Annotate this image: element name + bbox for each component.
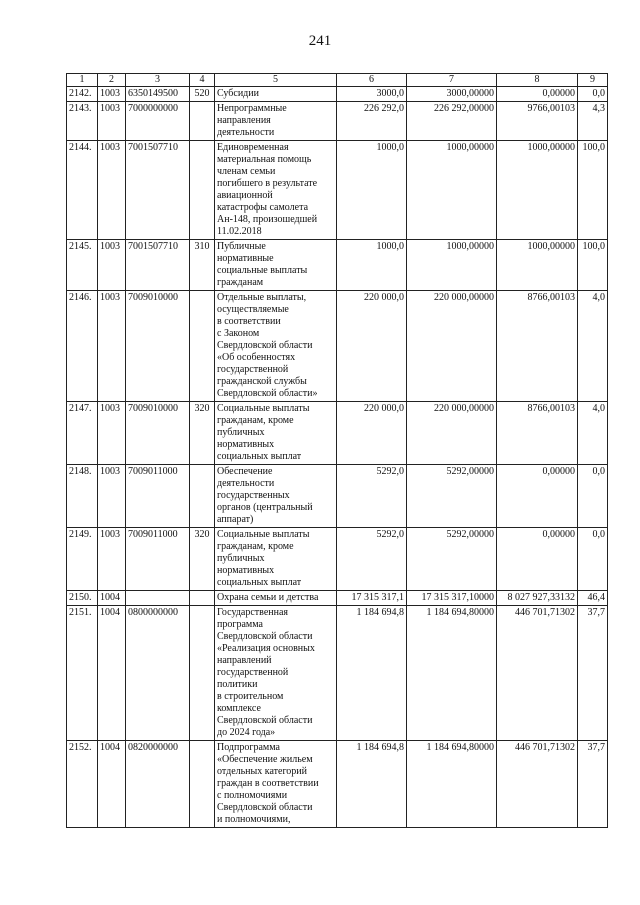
cell-item-name: Подпрограмма «Обеспечение жильем отдельных категорий граждан в соответствии с полномочиями Свердловской области и полномочиями,: [215, 741, 337, 828]
cell-expense-type-code: 310: [190, 240, 215, 291]
cell-row-number: 2149.: [67, 528, 98, 591]
cell-approved-amount: 5292,0: [337, 528, 407, 591]
cell-section-code: 1003: [98, 141, 126, 240]
cell-item-name: Социальные выплаты гражданам, кроме публичных нормативных социальных выплат: [215, 402, 337, 465]
cell-section-code: 1003: [98, 291, 126, 402]
cell-budget-amount: 5292,00000: [407, 528, 497, 591]
cell-executed-amount: 0,00000: [497, 528, 578, 591]
cell-item-name: Единовременная материальная помощь членам семьи погибшего в результате авиационной катастрофы самолета Ан-148, произошедшей 11.02.2018: [215, 141, 337, 240]
cell-expense-type-code: [190, 102, 215, 141]
cell-row-number: 2144.: [67, 141, 98, 240]
table-header-row: [67, 74, 608, 87]
cell-budget-amount: 3000,00000: [407, 87, 497, 102]
cell-budget-amount: 220 000,00000: [407, 291, 497, 402]
cell-target-article-code: 0820000000: [126, 741, 190, 828]
cell-row-number: 2146.: [67, 291, 98, 402]
table-row: [67, 528, 608, 591]
cell-section-code: 1003: [98, 402, 126, 465]
header-col-7: 7: [407, 74, 497, 87]
cell-budget-amount: 5292,00000: [407, 465, 497, 528]
cell-section-code: 1003: [98, 87, 126, 102]
budget-table: [66, 73, 608, 828]
cell-approved-amount: 1000,0: [337, 141, 407, 240]
cell-expense-type-code: [190, 291, 215, 402]
cell-target-article-code: 7009011000: [126, 465, 190, 528]
table-row: [67, 606, 608, 741]
cell-section-code: 1003: [98, 102, 126, 141]
cell-approved-amount: 17 315 317,1: [337, 591, 407, 606]
table-row: [67, 240, 608, 291]
cell-target-article-code: 0800000000: [126, 606, 190, 741]
table-row: [67, 141, 608, 240]
header-col-3: 3: [126, 74, 190, 87]
cell-execution-percent: 46,4: [578, 591, 608, 606]
cell-execution-percent: 0,0: [578, 465, 608, 528]
table-row: [67, 402, 608, 465]
cell-executed-amount: 1000,00000: [497, 240, 578, 291]
table-row: [67, 741, 608, 828]
cell-approved-amount: 220 000,0: [337, 402, 407, 465]
cell-executed-amount: 446 701,71302: [497, 741, 578, 828]
cell-execution-percent: 4,3: [578, 102, 608, 141]
cell-target-article-code: 7009011000: [126, 528, 190, 591]
cell-item-name: Социальные выплаты гражданам, кроме публичных нормативных социальных выплат: [215, 528, 337, 591]
cell-section-code: 1003: [98, 240, 126, 291]
cell-target-article-code: [126, 591, 190, 606]
cell-target-article-code: 7001507710: [126, 141, 190, 240]
cell-expense-type-code: [190, 741, 215, 828]
cell-target-article-code: 7000000000: [126, 102, 190, 141]
cell-executed-amount: 8766,00103: [497, 291, 578, 402]
cell-executed-amount: 0,00000: [497, 465, 578, 528]
cell-executed-amount: 0,00000: [497, 87, 578, 102]
cell-item-name: Отдельные выплаты, осуществляемые в соответствии с Законом Свердловской области «Об особенностях государственной гражданской службы Свердловской области»: [215, 291, 337, 402]
cell-executed-amount: 446 701,71302: [497, 606, 578, 741]
cell-execution-percent: 0,0: [578, 528, 608, 591]
header-col-8: 8: [497, 74, 578, 87]
cell-target-article-code: 7009010000: [126, 402, 190, 465]
cell-execution-percent: 37,7: [578, 606, 608, 741]
cell-execution-percent: 100,0: [578, 141, 608, 240]
cell-target-article-code: 6350149500: [126, 87, 190, 102]
page-number: 241: [308, 33, 332, 49]
cell-executed-amount: 9766,00103: [497, 102, 578, 141]
cell-budget-amount: 17 315 317,10000: [407, 591, 497, 606]
cell-budget-amount: 1 184 694,80000: [407, 741, 497, 828]
cell-budget-amount: 220 000,00000: [407, 402, 497, 465]
cell-execution-percent: 0,0: [578, 87, 608, 102]
cell-item-name: Непрограммные направления деятельности: [215, 102, 337, 141]
cell-row-number: 2147.: [67, 402, 98, 465]
cell-row-number: 2142.: [67, 87, 98, 102]
header-col-9: 9: [578, 74, 608, 87]
cell-execution-percent: 4,0: [578, 291, 608, 402]
header-col-5: 5: [215, 74, 337, 87]
cell-section-code: 1003: [98, 465, 126, 528]
table-row: [67, 102, 608, 141]
cell-execution-percent: 4,0: [578, 402, 608, 465]
cell-expense-type-code: 320: [190, 528, 215, 591]
cell-budget-amount: 1 184 694,80000: [407, 606, 497, 741]
cell-approved-amount: 220 000,0: [337, 291, 407, 402]
table-row: [67, 87, 608, 102]
cell-budget-amount: 1000,00000: [407, 240, 497, 291]
cell-approved-amount: 3000,0: [337, 87, 407, 102]
cell-section-code: 1004: [98, 741, 126, 828]
cell-executed-amount: 8766,00103: [497, 402, 578, 465]
cell-expense-type-code: [190, 606, 215, 741]
table-row: [67, 465, 608, 528]
cell-target-article-code: 7001507710: [126, 240, 190, 291]
cell-item-name: Охрана семьи и детства: [215, 591, 337, 606]
cell-expense-type-code: [190, 591, 215, 606]
cell-item-name: Обеспечение деятельности государственных органов (центральный аппарат): [215, 465, 337, 528]
table-body: [67, 87, 608, 828]
cell-execution-percent: 37,7: [578, 741, 608, 828]
cell-row-number: 2152.: [67, 741, 98, 828]
header-col-2: 2: [98, 74, 126, 87]
cell-item-name: Государственная программа Свердловской области «Реализация основных направлений государственной политики в строительном комплексе Свердловской области до 2024 года»: [215, 606, 337, 741]
table-row: [67, 591, 608, 606]
cell-section-code: 1004: [98, 591, 126, 606]
cell-expense-type-code: [190, 141, 215, 240]
cell-approved-amount: 1 184 694,8: [337, 606, 407, 741]
cell-budget-amount: 1000,00000: [407, 141, 497, 240]
header-col-1: 1: [67, 74, 98, 87]
cell-approved-amount: 226 292,0: [337, 102, 407, 141]
cell-budget-amount: 226 292,00000: [407, 102, 497, 141]
cell-approved-amount: 1 184 694,8: [337, 741, 407, 828]
cell-target-article-code: 7009010000: [126, 291, 190, 402]
cell-approved-amount: 1000,0: [337, 240, 407, 291]
cell-item-name: Публичные нормативные социальные выплаты гражданам: [215, 240, 337, 291]
cell-row-number: 2143.: [67, 102, 98, 141]
table-row: [67, 291, 608, 402]
header-col-6: 6: [337, 74, 407, 87]
cell-expense-type-code: 320: [190, 402, 215, 465]
cell-executed-amount: 1000,00000: [497, 141, 578, 240]
cell-row-number: 2148.: [67, 465, 98, 528]
cell-expense-type-code: 520: [190, 87, 215, 102]
cell-approved-amount: 5292,0: [337, 465, 407, 528]
cell-execution-percent: 100,0: [578, 240, 608, 291]
cell-executed-amount: 8 027 927,33132: [497, 591, 578, 606]
cell-row-number: 2150.: [67, 591, 98, 606]
cell-row-number: 2151.: [67, 606, 98, 741]
cell-section-code: 1003: [98, 528, 126, 591]
cell-row-number: 2145.: [67, 240, 98, 291]
cell-section-code: 1004: [98, 606, 126, 741]
header-col-4: 4: [190, 74, 215, 87]
cell-item-name: Субсидии: [215, 87, 337, 102]
cell-expense-type-code: [190, 465, 215, 528]
